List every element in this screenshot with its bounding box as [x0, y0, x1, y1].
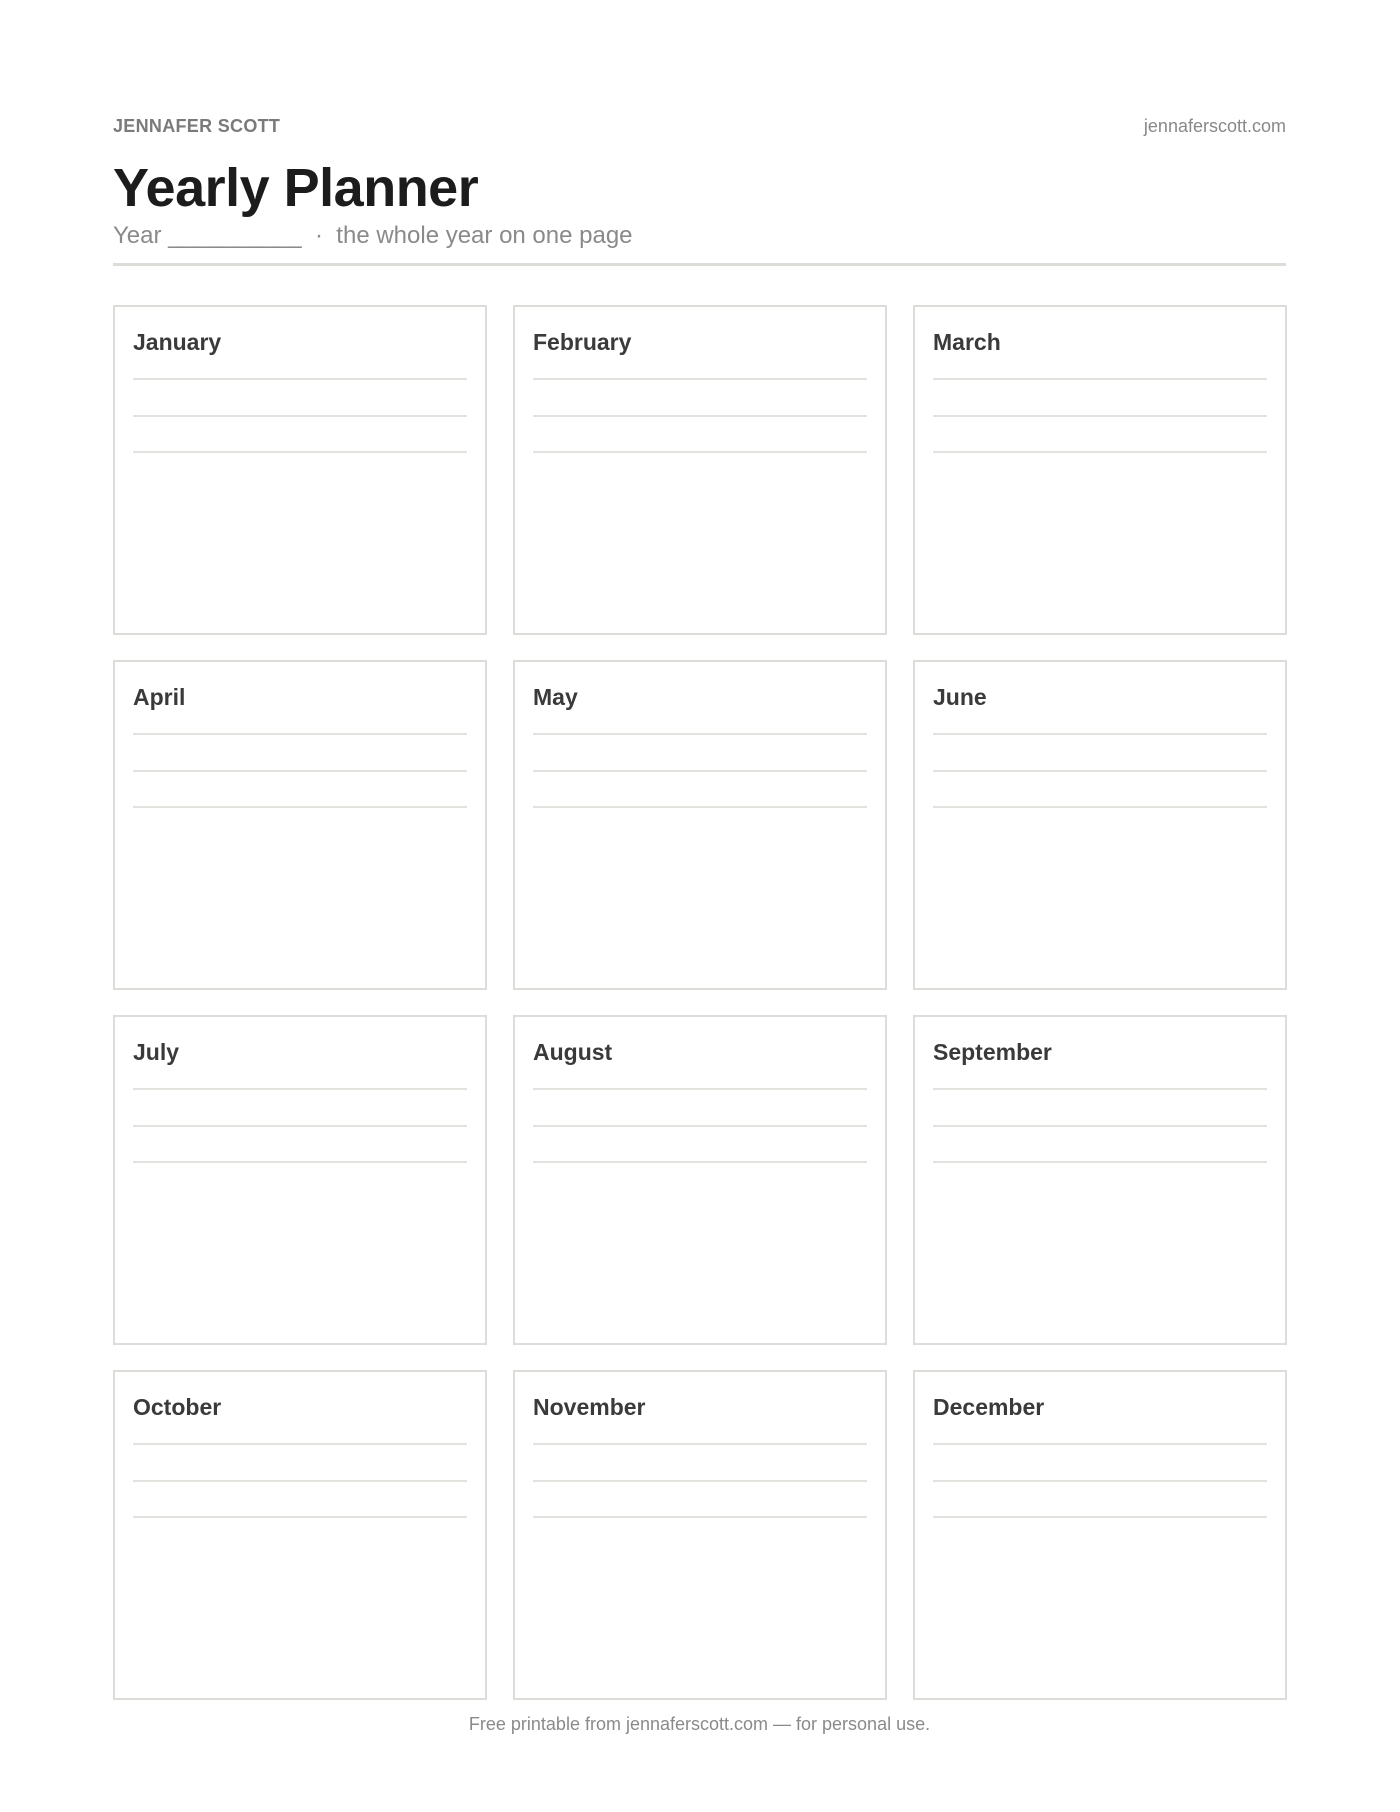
writing-line	[133, 1125, 467, 1127]
month-box-march	[913, 305, 1287, 635]
writing-line	[533, 451, 867, 453]
writing-line	[933, 1125, 1267, 1127]
month-name: July	[133, 1039, 180, 1065]
writing-line	[933, 733, 1267, 735]
planner-page	[113, 0, 1286, 1812]
site-url: jennaferscott.com	[1143, 116, 1286, 136]
writing-line	[533, 1161, 867, 1163]
month-box-october	[113, 1370, 487, 1700]
writing-line	[133, 378, 467, 380]
writing-line	[133, 1443, 467, 1445]
writing-line	[133, 1161, 467, 1163]
month-name: February	[533, 329, 632, 355]
writing-line	[133, 1516, 467, 1518]
month-box-july	[113, 1015, 487, 1345]
month-name: November	[533, 1394, 646, 1420]
month-box-april	[113, 660, 487, 990]
writing-line	[933, 378, 1267, 380]
writing-line	[133, 451, 467, 453]
month-name: December	[933, 1394, 1045, 1420]
months-grid	[113, 305, 1286, 1700]
month-box-may	[513, 660, 887, 990]
writing-line	[933, 1088, 1267, 1090]
writing-line	[933, 806, 1267, 808]
month-box-november	[513, 1370, 887, 1700]
writing-line	[933, 451, 1267, 453]
month-name: May	[533, 684, 578, 710]
writing-line	[533, 733, 867, 735]
month-name: October	[133, 1394, 222, 1420]
month-name: March	[933, 329, 1001, 355]
writing-line	[133, 733, 467, 735]
month-box-june	[913, 660, 1287, 990]
writing-line	[533, 1088, 867, 1090]
month-box-august	[513, 1015, 887, 1345]
month-box-february	[513, 305, 887, 635]
writing-line	[933, 415, 1267, 417]
month-name: August	[533, 1039, 613, 1065]
month-name: September	[933, 1039, 1052, 1065]
writing-line	[133, 415, 467, 417]
writing-line	[533, 806, 867, 808]
writing-line	[933, 1516, 1267, 1518]
header-divider	[113, 263, 1286, 266]
writing-line	[533, 415, 867, 417]
writing-line	[533, 378, 867, 380]
month-name: April	[133, 684, 186, 710]
writing-line	[533, 1125, 867, 1127]
month-name: June	[933, 684, 987, 710]
writing-line	[133, 1480, 467, 1482]
writing-line	[933, 770, 1267, 772]
writing-line	[533, 1443, 867, 1445]
month-name: January	[133, 329, 222, 355]
writing-line	[133, 770, 467, 772]
writing-line	[133, 1088, 467, 1090]
page-subtitle: Year __________ · the whole year on one page	[113, 222, 633, 249]
month-box-december	[913, 1370, 1287, 1700]
month-box-september	[913, 1015, 1287, 1345]
writing-line	[933, 1161, 1267, 1163]
writing-line	[533, 770, 867, 772]
writing-line	[933, 1480, 1267, 1482]
writing-line	[533, 1480, 867, 1482]
writing-line	[933, 1443, 1267, 1445]
month-box-january	[113, 305, 487, 635]
footer-note: Free printable from jennaferscott.com — for personal use.	[468, 1714, 931, 1734]
page-title: Yearly Planner	[113, 158, 479, 218]
writing-line	[133, 806, 467, 808]
writing-line	[533, 1516, 867, 1518]
brand-name: JENNAFER SCOTT	[113, 116, 281, 136]
